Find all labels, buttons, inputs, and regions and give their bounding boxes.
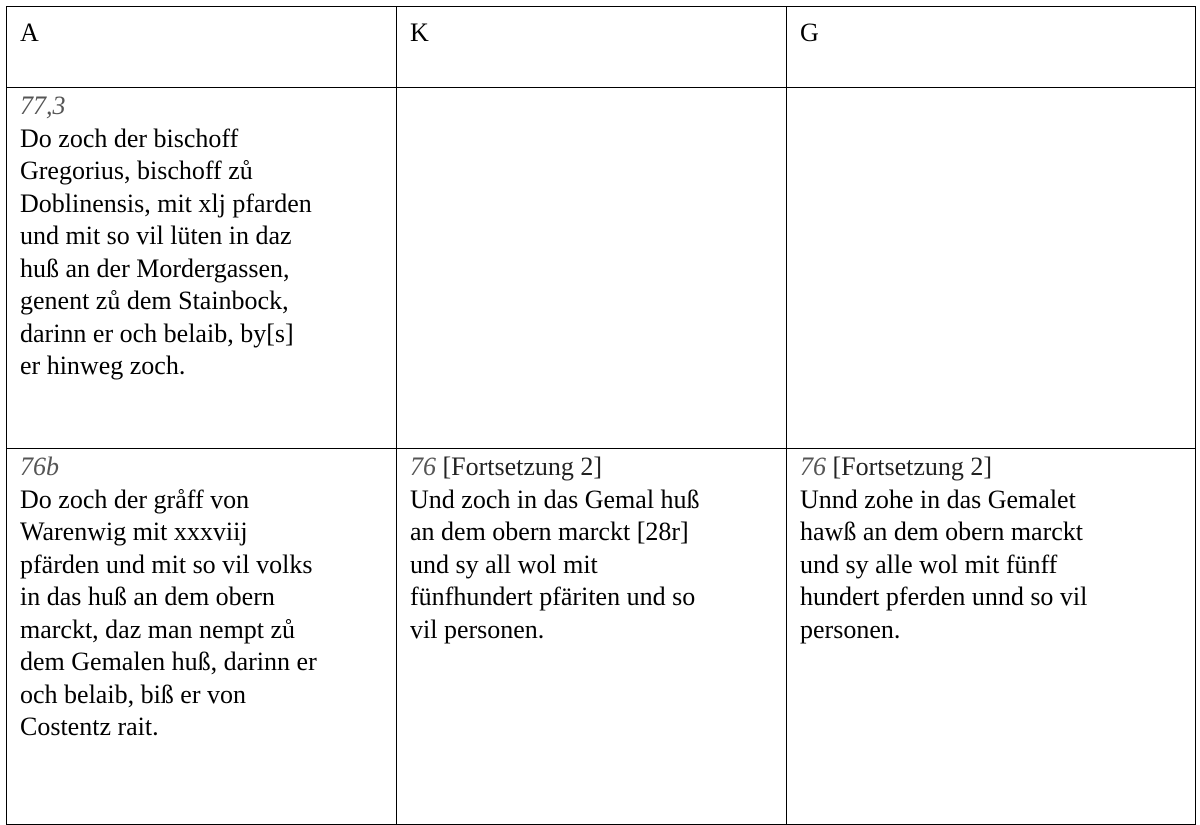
header-row	[7, 7, 1196, 88]
synopsis-table	[6, 6, 1196, 825]
text-line: hawß an dem obern marckt	[800, 517, 1084, 546]
cell-row1-k-empty	[397, 88, 787, 449]
cell-row2-g	[787, 449, 1196, 825]
text-line: dem Gemalen huß, darinn er	[20, 647, 317, 676]
text-line: genent zů dem Stainbock,	[20, 286, 289, 315]
text-line: er hinweg zoch.	[20, 351, 186, 380]
column-header-label: A	[20, 18, 39, 47]
cell-row2-a	[7, 449, 397, 825]
text-line: personen.	[800, 614, 901, 644]
table-row	[7, 449, 1196, 825]
cell-row1-g-empty	[787, 88, 1196, 449]
column-header-g	[787, 7, 1196, 88]
text-line: Costentz rait.	[20, 712, 159, 741]
text-line: Doblinensis, mit xlj pfarden	[20, 188, 312, 218]
continuation-note: [Fortsetzung 2]	[832, 452, 993, 481]
text-line: darinn er och belaib, by[s]	[20, 318, 294, 348]
continuation-note: [Fortsetzung 2]	[442, 452, 603, 481]
text-line: huß an der Mordergassen,	[20, 253, 290, 283]
column-header-label: K	[410, 18, 429, 47]
passage-reference-line	[800, 451, 1187, 484]
text-line: Unnd zohe in das Gemalet	[800, 484, 1076, 514]
text-line: Warenwig mit xxxviij	[20, 517, 248, 546]
text-line: und sy all wol mit	[410, 549, 598, 579]
passage-reference: 76	[800, 452, 826, 481]
passage-reference: 77,3	[20, 91, 66, 120]
passage-reference: 76b	[20, 452, 59, 481]
text-line: vil personen.	[410, 614, 545, 644]
column-header-label: G	[800, 18, 819, 47]
text-line: Gregorius, bischoff zů	[20, 156, 253, 185]
text-line: Und zoch in das Gemal huß	[410, 484, 700, 514]
text-line: Do zoch der gråff von	[20, 484, 250, 514]
column-header-k	[397, 7, 787, 88]
text-line: fünfhundert pfäriten und so	[410, 582, 696, 611]
text-line: und mit so vil lüten in daz	[20, 221, 292, 250]
column-header-a	[7, 7, 397, 88]
cell-row2-k	[397, 449, 787, 825]
text-line: pfärden und mit so vil volks	[20, 549, 313, 579]
table-row	[7, 88, 1196, 449]
text-line: Do zoch der bischoff	[20, 123, 239, 153]
text-line: och belaib, biß er von	[20, 679, 246, 709]
text-line: hundert pferden unnd so vil	[800, 582, 1088, 611]
cell-row1-a	[7, 88, 397, 449]
text-line: marckt, daz man nempt zů	[20, 614, 296, 644]
text-line: an dem obern marckt [28r]	[410, 517, 689, 546]
text-line: und sy alle wol mit fünff	[800, 549, 1058, 579]
text-line: in das huß an dem obern	[20, 582, 275, 611]
passage-reference: 76	[410, 452, 436, 481]
passage-reference-line	[410, 451, 778, 484]
